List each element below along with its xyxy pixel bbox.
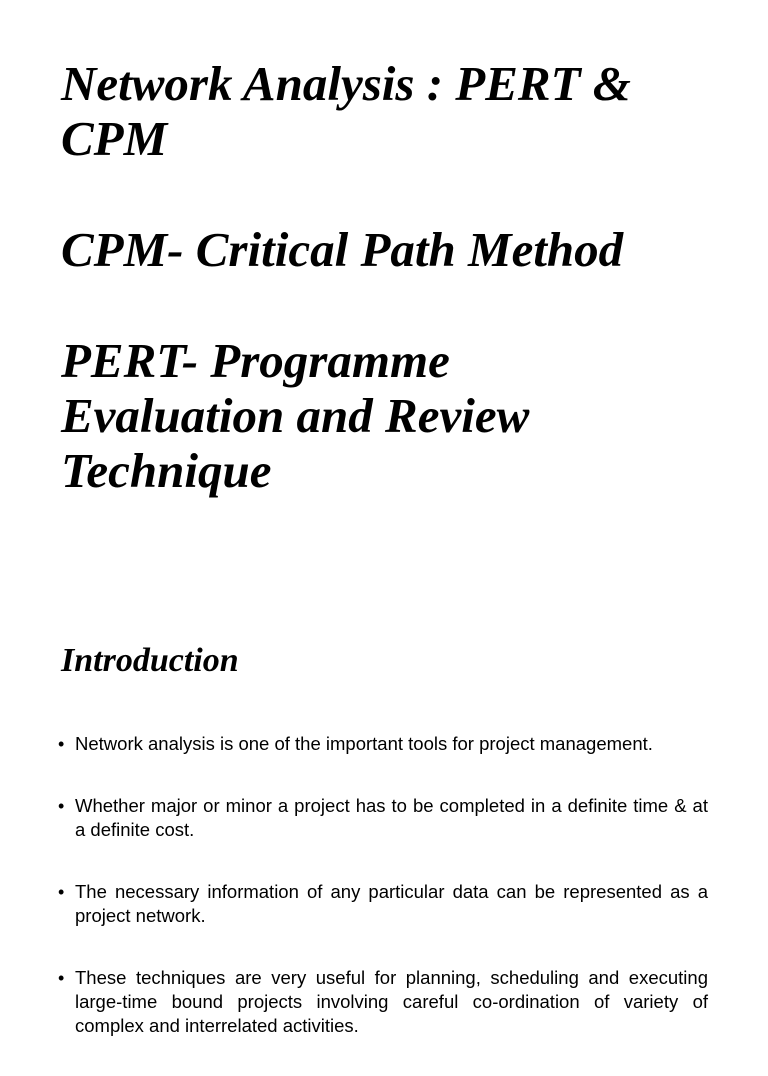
cpm-definition: CPM- Critical Path Method xyxy=(61,222,624,277)
bullet-text: These techniques are very useful for planning, scheduling and executing large-time bound projects involving careful co-ordination of variety of complex and interrelated activities. xyxy=(75,967,708,1036)
bullet-item xyxy=(58,732,708,756)
introduction-heading: Introduction xyxy=(61,642,239,679)
title-spacer xyxy=(61,277,741,333)
title-line-2: CPM xyxy=(61,111,168,166)
bullet-icon: • xyxy=(58,968,65,988)
bullet-icon: • xyxy=(58,734,65,754)
title-block xyxy=(61,56,741,498)
pert-definition-line-3: Technique xyxy=(61,443,272,498)
bullet-text: Whether major or minor a project has to be completed in a definite time & at a definite cost. xyxy=(75,795,708,840)
pert-definition-line-2: Evaluation and Review xyxy=(61,388,530,443)
title-line-1: Network Analysis : PERT & xyxy=(61,56,631,111)
bullet-item xyxy=(58,880,708,928)
title-spacer xyxy=(61,166,741,222)
introduction-bullet-list xyxy=(58,732,708,1076)
bullet-item xyxy=(58,966,708,1038)
bullet-icon: • xyxy=(58,796,65,816)
bullet-item xyxy=(58,794,708,842)
bullet-text: Network analysis is one of the important tools for project management. xyxy=(75,733,653,754)
bullet-text: The necessary information of any particular data can be represented as a project network. xyxy=(75,881,708,926)
pert-definition-line-1: PERT- Programme xyxy=(61,333,450,388)
bullet-icon: • xyxy=(58,882,65,902)
